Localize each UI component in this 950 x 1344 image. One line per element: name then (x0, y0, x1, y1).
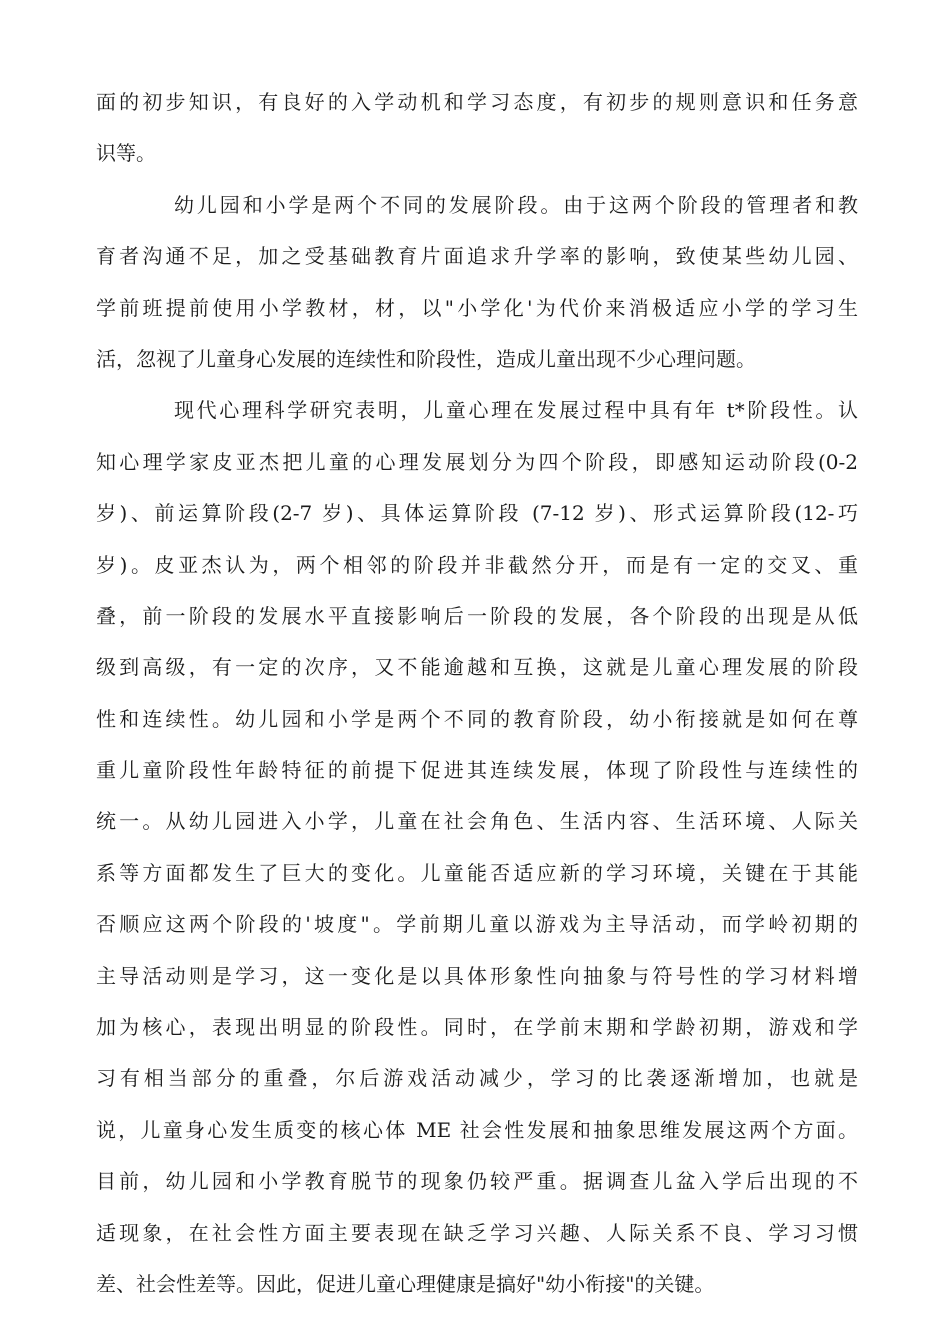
paragraph-2-line-4: 活，忽视了儿童身心发展的连续性和阶段性，造成儿童出现不少心理问题。 (96, 346, 756, 371)
paragraph-3-line-14: 习有相当部分的重叠，尔后游戏活动减少，学习的比袭逐渐增加，也就是 (96, 1066, 858, 1091)
paragraph-3-line-12: 主导活动则是学习，这一变化是以具体形象性向抽象与符号性的学习材料增 (96, 963, 858, 988)
paragraph-3-line-7: 性和连续性。幼儿园和小学是两个不同的教育阶段，幼小衔接就是如何在尊 (96, 706, 858, 731)
paragraph-3-line-16: 目前，幼儿园和小学教育脱节的现象仍较严重。据调查儿盆入学后出现的不 (96, 1169, 858, 1194)
paragraph-3-line-15: 说，儿童身心发生质变的核心体 ME 社会性发展和抽象思维发展这两个方面。 (96, 1117, 858, 1142)
paragraph-2-line-3: 学前班提前使用小学教材，材，以"小学化'为代价来消极适应小学的学习生 (96, 295, 858, 320)
paragraph-3-line-11: 否顺应这两个阶段的'坡度"。学前期儿童以游戏为主导活动，而学岭初期的 (96, 912, 858, 937)
paragraph-3-line-8: 重儿童阶段性年龄特征的前提下促进其连续发展，体现了阶段性与连续性的 (96, 758, 858, 783)
document-body (96, 82, 858, 1315)
paragraph-3-line-13: 加为核心，表现出明显的阶段性。同时，在学前末期和学龄初期，游戏和学 (96, 1015, 858, 1040)
paragraph-1-line-2: 识等。 (96, 141, 156, 166)
paragraph-2-line-1: 幼儿园和小学是两个不同的发展阶段。由于这两个阶段的管理者和教 (174, 192, 858, 217)
paragraph-1-line-1: 面的初步知识，有良好的入学动机和学习态度，有初步的规则意识和任务意 (96, 90, 858, 114)
paragraph-3-line-9: 统一。从幼儿园进入小学，儿童在社会角色、生活内容、生活环境、人际关 (96, 809, 858, 834)
paragraph-3-line-4: 岁)。皮亚杰认为，两个相邻的阶段并非截然分开，而是有一定的交叉、重 (96, 552, 858, 577)
paragraph-3-line-10: 系等方面都发生了巨大的变化。儿童能否适应新的学习环境，关键在于其能 (96, 860, 858, 885)
paragraph-3-line-2: 知心理学家皮亚杰把儿童的心理发展划分为四个阶段，即感知运动阶段(0-2 (96, 449, 858, 474)
paragraph-3-line-6: 级到高级，有一定的次序，又不能逾越和互换，这就是儿童心理发展的阶段 (96, 655, 858, 680)
paragraph-2-line-2: 育者沟通不足，加之受基础教育片面追求升学率的影响，致使某些幼儿园、 (96, 244, 858, 269)
paragraph-3-line-18: 差、社会性差等。因此，促进儿童心理健康是搞好"幼小衔接"的关键。 (96, 1271, 715, 1296)
paragraph-3-line-17: 适现象，在社会性方面主要表现在缺乏学习兴趣、人际关系不良、学习习惯 (96, 1220, 858, 1245)
paragraph-3-line-5: 叠，前一阶段的发展水平直接影响后一阶段的发展，各个阶段的出现是从低 (96, 603, 858, 628)
paragraph-3-line-3: 岁)、前运算阶段(2-7 岁)、具体运算阶段 (7-12 岁)、形式运算阶段(12-巧 (96, 501, 858, 526)
paragraph-3-line-1: 现代心理科学研究表明，儿童心理在发展过程中具有年 t*阶段性。认 (174, 398, 858, 423)
